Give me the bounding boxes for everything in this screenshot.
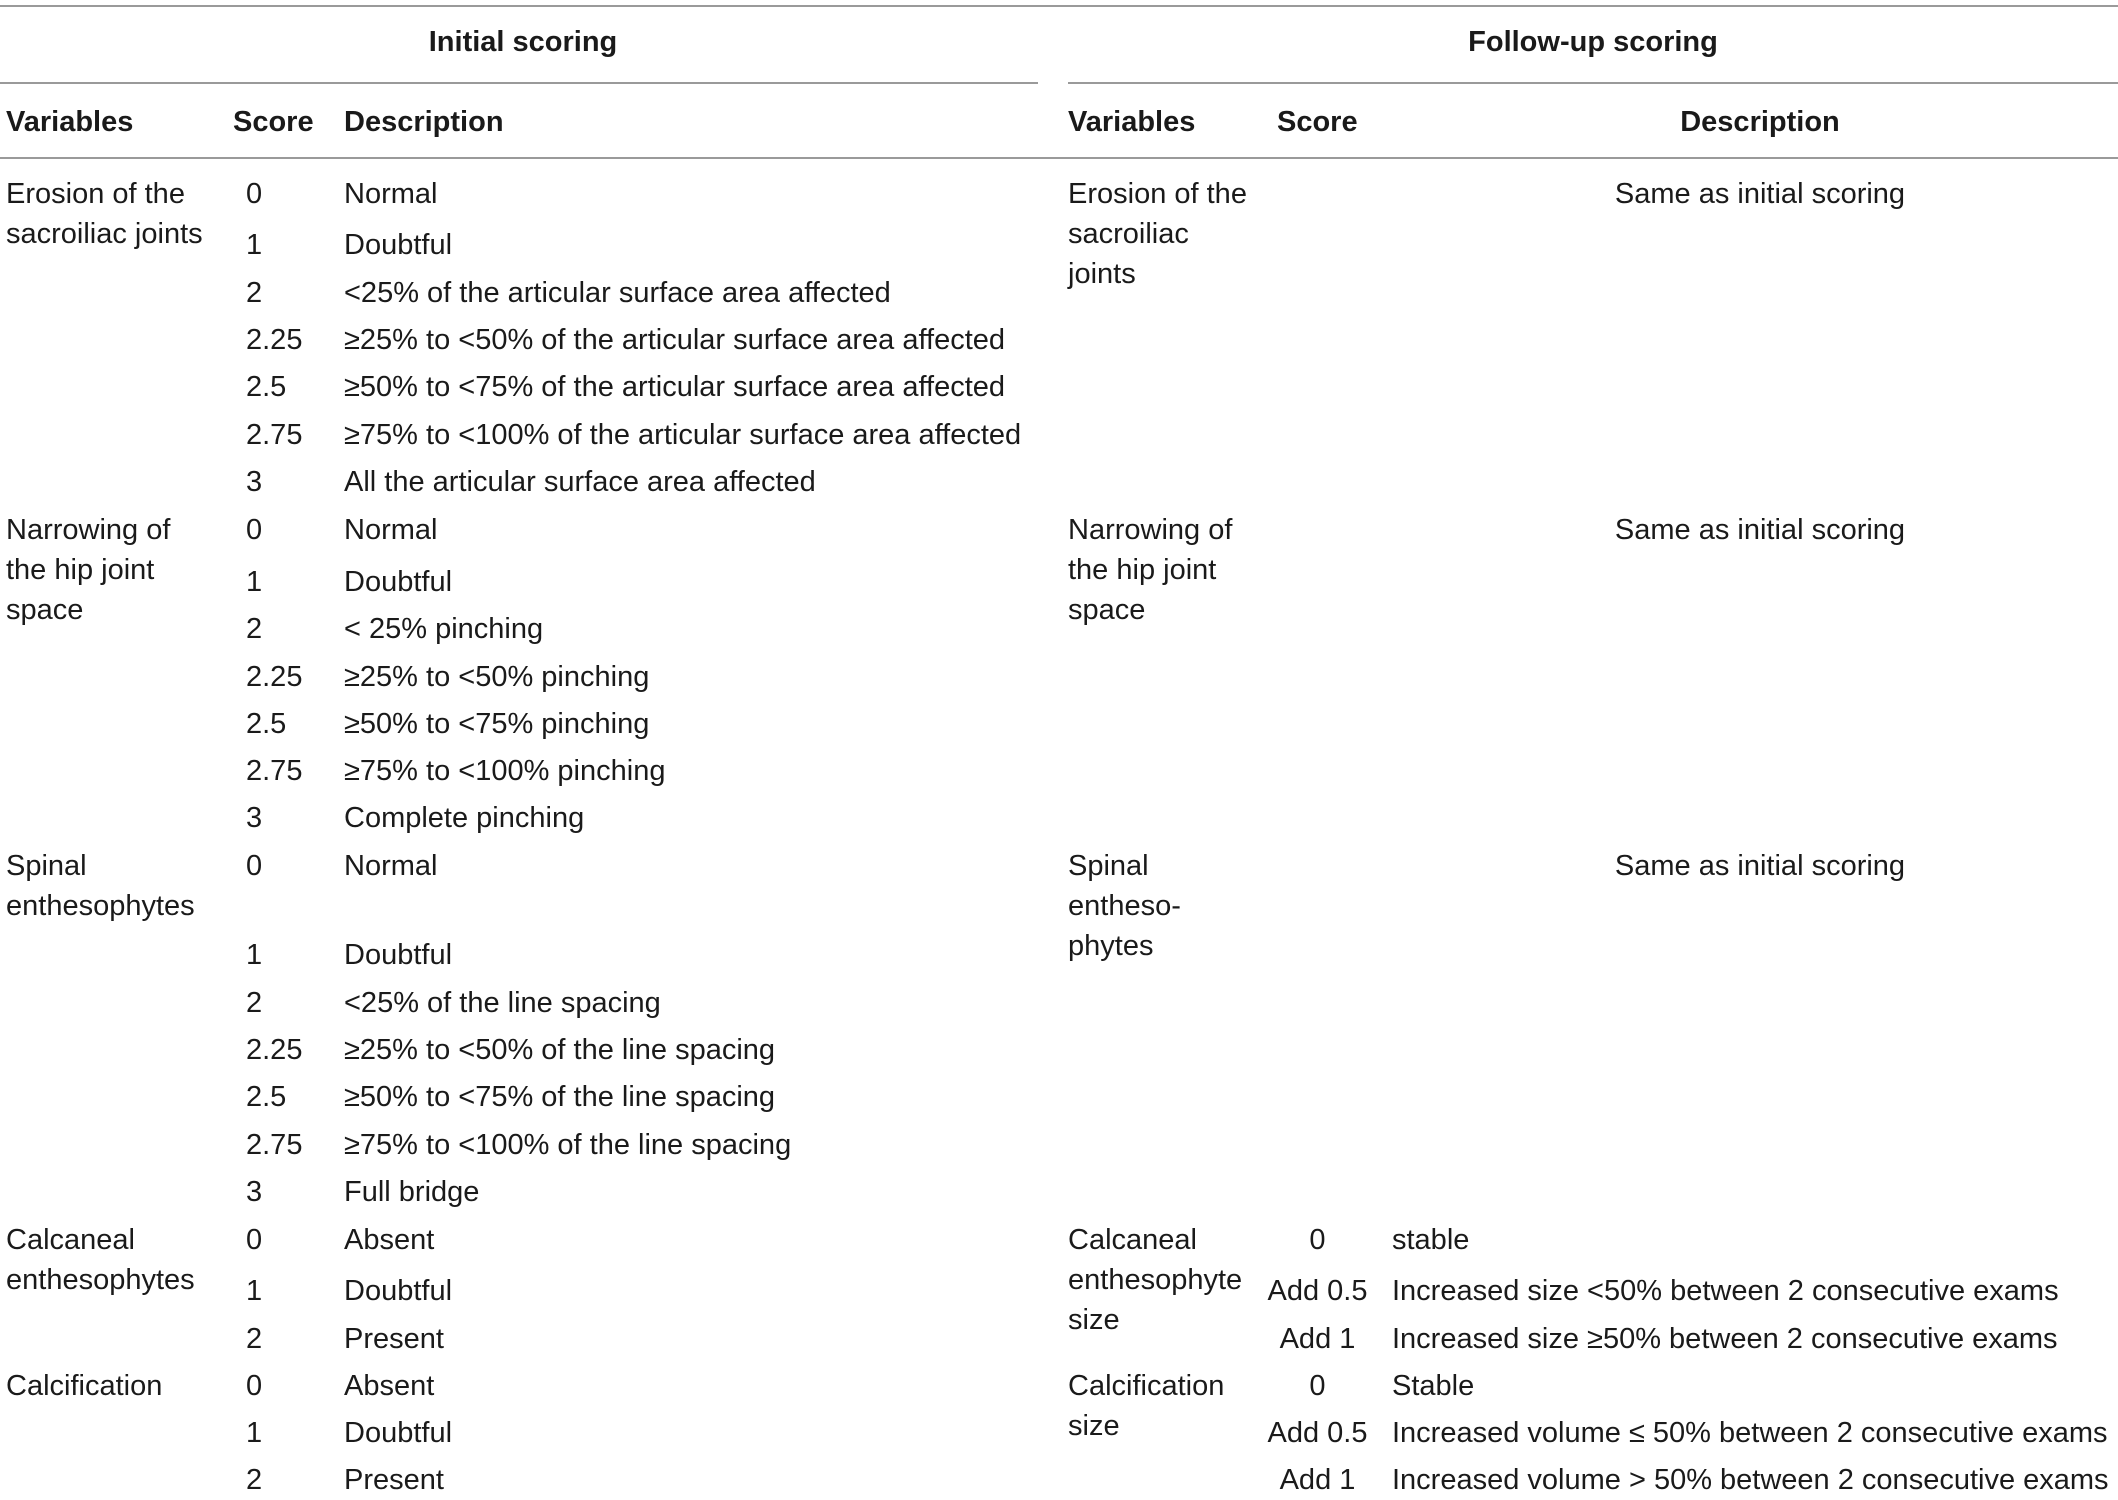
description-cell: ≥50% to <75% of the line spacing [344,1081,776,1113]
score-cell: 0 [1309,1224,1326,1256]
score-cell: 2 [246,1323,263,1355]
score-cell: 2.5 [246,371,287,403]
description-cell: ≥75% to <100% of the articular surface area affected [344,419,1022,451]
initial-score-header: Score [233,106,314,138]
score-cell: 2.5 [246,1081,287,1113]
follow-variable-erosion: Erosion of the sacroiliac joints [1068,178,1247,290]
score-cell: 0 [246,178,263,210]
description-cell: All the articular surface area affected [344,466,816,498]
score-cell: 2.75 [246,419,303,451]
score-cell: 0 [246,850,263,882]
initial-variable-hip-narrowing: Narrowing of the hip joint space [6,514,171,626]
description-cell: Normal [344,178,438,210]
description-cell: Present [344,1464,444,1496]
score-cell: 1 [246,229,263,261]
description-cell: ≥25% to <50% of the articular surface area affected [344,324,1006,356]
description-cell: Present [344,1323,444,1355]
description-cell: Doubtful [344,229,453,261]
score-cell: 2.5 [246,708,287,740]
description-cell: Increased volume ≤ 50% between 2 consecutive exams [1392,1417,2108,1449]
description-cell: ≥75% to <100% of the line spacing [344,1129,792,1161]
description-cell: Increased volume > 50% between 2 consecutive exams [1392,1464,2109,1496]
score-cell: 1 [246,939,263,971]
top-rule [0,5,2118,7]
score-cell: 0 [246,514,263,546]
initial-variable-spinal: Spinal enthesophytes [6,850,195,922]
score-cell: 2 [246,1464,263,1496]
score-cell: 0 [1309,1370,1326,1402]
description-cell: ≥75% to <100% pinching [344,755,666,787]
description-cell: <25% of the line spacing [344,987,661,1019]
description-cell: Doubtful [344,1417,453,1449]
score-cell: Add 1 [1279,1464,1356,1496]
score-cell: 3 [246,1176,263,1208]
follow-variable-spinal: Spinal entheso-phytes [1068,850,1181,962]
description-cell: ≥50% to <75% pinching [344,708,650,740]
follow-description-header: Description [1680,106,1840,138]
score-cell: 2.75 [246,755,303,787]
score-cell: 0 [246,1370,263,1402]
same-as-initial-note: Same as initial scoring [1614,514,1906,546]
description-cell: Doubtful [344,939,453,971]
description-cell: Increased size ≥50% between 2 consecutive exams [1392,1323,2058,1355]
score-cell: 2.25 [246,661,303,693]
same-as-initial-note: Same as initial scoring [1614,178,1906,210]
score-cell: 2.25 [246,324,303,356]
score-cell: Add 0.5 [1267,1275,1368,1307]
follow-up-scoring-header: Follow-up scoring [1468,26,1718,58]
description-cell: Stable [1392,1370,1475,1402]
initial-scoring-header: Initial scoring [428,26,618,58]
score-cell: 2 [246,277,263,309]
description-cell: <25% of the articular surface area affected [344,277,891,309]
same-as-initial-note: Same as initial scoring [1614,850,1906,882]
description-cell: Normal [344,850,438,882]
description-cell: ≥25% to <50% of the line spacing [344,1034,776,1066]
description-cell: < 25% pinching [344,613,544,645]
follow-variable-calcification-size: Calcification size [1068,1370,1225,1442]
initial-variable-calcaneal: Calcaneal enthesophytes [6,1224,195,1296]
description-cell: Complete pinching [344,802,585,834]
score-cell: 0 [246,1224,263,1256]
score-cell: 1 [246,1275,263,1307]
initial-description-header: Description [344,106,504,138]
description-cell: Increased size <50% between 2 consecutive exams [1392,1275,2059,1307]
initial-group-rule [0,82,1038,84]
description-cell: Absent [344,1370,435,1402]
follow-variable-calcaneal-size: Calcaneal enthesophyte size [1068,1224,1243,1336]
description-cell: Doubtful [344,566,453,598]
score-cell: 3 [246,802,263,834]
follow-variable-hip-narrowing: Narrowing of the hip joint space [1068,514,1233,626]
description-cell: Full bridge [344,1176,480,1208]
description-cell: Absent [344,1224,435,1256]
description-cell: ≥50% to <75% of the articular surface area affected [344,371,1006,403]
score-cell: 1 [246,1417,263,1449]
score-cell: 2.25 [246,1034,303,1066]
description-cell: Doubtful [344,1275,453,1307]
initial-variable-calcification: Calcification [6,1370,163,1402]
follow-variables-header: Variables [1068,106,1196,138]
score-cell: 1 [246,566,263,598]
score-cell: Add 1 [1279,1323,1356,1355]
score-cell: 2.75 [246,1129,303,1161]
follow-group-rule [1068,82,2118,84]
score-cell: Add 0.5 [1267,1417,1368,1449]
score-cell: 2 [246,987,263,1019]
score-cell: 3 [246,466,263,498]
follow-score-header: Score [1277,106,1358,138]
initial-variable-erosion: Erosion of the sacroiliac joints [6,178,203,250]
description-cell: ≥25% to <50% pinching [344,661,650,693]
score-cell: 2 [246,613,263,645]
header-rule [0,157,2118,159]
description-cell: stable [1392,1224,1470,1256]
description-cell: Normal [344,514,438,546]
initial-variables-header: Variables [6,106,134,138]
